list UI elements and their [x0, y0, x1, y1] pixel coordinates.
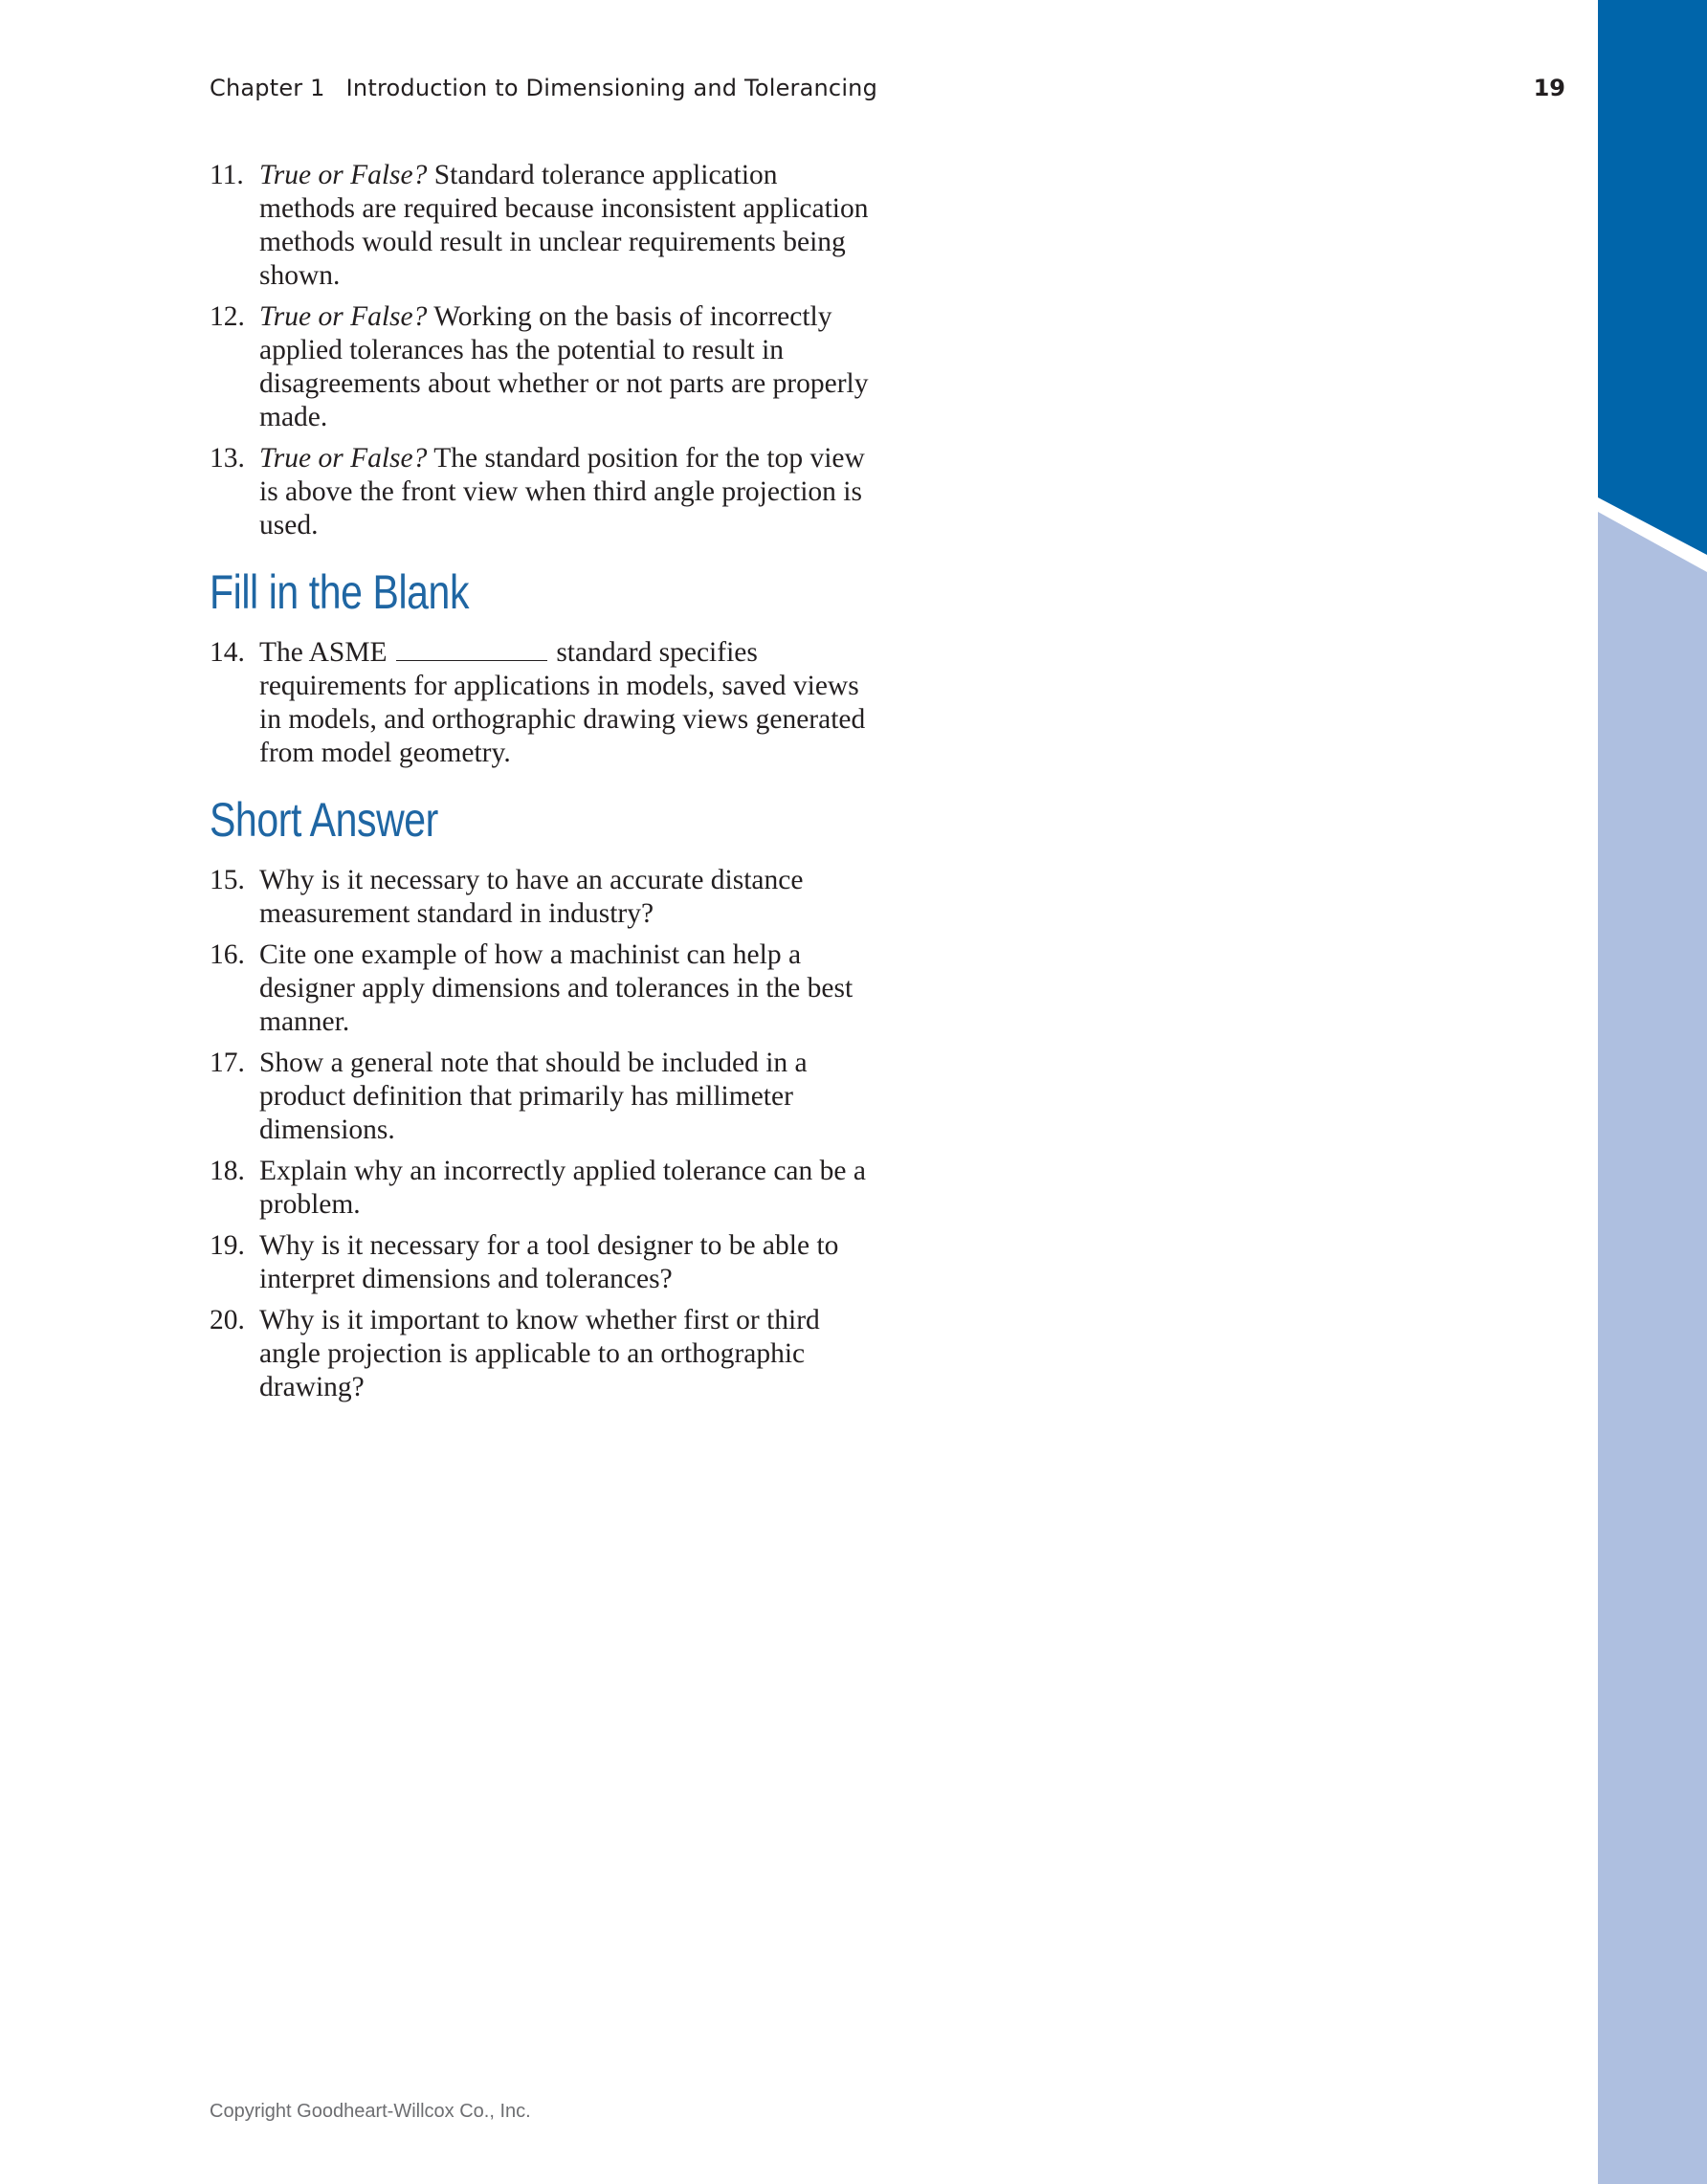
- fill-in-blank-list: [210, 636, 879, 770]
- chapter-label: Chapter 1: [210, 75, 325, 101]
- question-18: [210, 1155, 879, 1222]
- question-text: The standard position for the top view is above the front view when third angle projection is used.: [259, 443, 865, 540]
- fill-in-blank-heading: Fill in the Blank: [210, 565, 470, 619]
- short-answer-heading: Short Answer: [210, 793, 438, 847]
- question-lead: True or False?: [259, 160, 428, 190]
- question-text-after: standard specifies requirements for applications in models, saved views in models, and orthographic drawing views generated from model geometry.: [259, 637, 866, 768]
- question-text: Explain why an incorrectly applied tolerance can be a problem.: [259, 1156, 866, 1220]
- question-number: 15.: [210, 865, 245, 895]
- question-13: [210, 442, 879, 542]
- question-number: 13.: [210, 443, 245, 474]
- page-number: 19: [1533, 75, 1565, 101]
- question-text: Working on the basis of incorrectly applied tolerances has the potential to result in disagreements about whether or not parts are properly made.: [259, 301, 869, 432]
- question-text: Why is it necessary to have an accurate distance measurement standard in industry?: [259, 865, 804, 929]
- question-17: [210, 1047, 879, 1147]
- question-text-before: The ASME: [259, 637, 388, 668]
- question-number: 16.: [210, 939, 245, 970]
- chapter-side-tab: [1598, 0, 1707, 2184]
- question-number: 18.: [210, 1156, 245, 1186]
- question-15: [210, 864, 879, 931]
- question-20: [210, 1304, 879, 1404]
- true-false-list: [210, 159, 879, 542]
- question-text: Why is it necessary for a tool designer to be able to interpret dimensions and tolerances?: [259, 1230, 839, 1294]
- side-tab-light-band: [1598, 512, 1707, 2184]
- copyright-footer: Copyright Goodheart-Willcox Co., Inc.: [210, 2101, 531, 2122]
- question-19: [210, 1229, 879, 1296]
- question-text: Why is it important to know whether first or third angle projection is applicable to an orthographic drawing?: [259, 1305, 820, 1402]
- question-number: 11.: [210, 160, 244, 190]
- question-number: 19.: [210, 1230, 245, 1261]
- question-14: [210, 636, 879, 770]
- question-12: [210, 300, 879, 434]
- answer-blank: [396, 639, 547, 661]
- question-number: 12.: [210, 301, 245, 332]
- chapter-title: Introduction to Dimensioning and Tolerancing: [345, 75, 878, 101]
- question-text: Cite one example of how a machinist can help a designer apply dimensions and tolerances in the best manner.: [259, 939, 854, 1037]
- short-answer-list: [210, 864, 879, 1404]
- question-text: Standard tolerance application methods are required because inconsistent application methods would result in unclear requirements being shown.: [259, 160, 869, 291]
- question-11: [210, 159, 879, 293]
- question-number: 17.: [210, 1048, 245, 1078]
- question-lead: True or False?: [259, 443, 428, 474]
- side-tab-dark-band: [1598, 0, 1707, 555]
- question-text: Show a general note that should be included in a product definition that primarily has millimeter dimensions.: [259, 1048, 808, 1145]
- question-16: [210, 938, 879, 1039]
- question-number: 14.: [210, 637, 245, 668]
- review-questions: [210, 159, 879, 1412]
- question-lead: True or False?: [259, 301, 428, 332]
- running-header: [210, 75, 877, 101]
- side-tab-graphic: [1598, 0, 1707, 2184]
- question-number: 20.: [210, 1305, 245, 1335]
